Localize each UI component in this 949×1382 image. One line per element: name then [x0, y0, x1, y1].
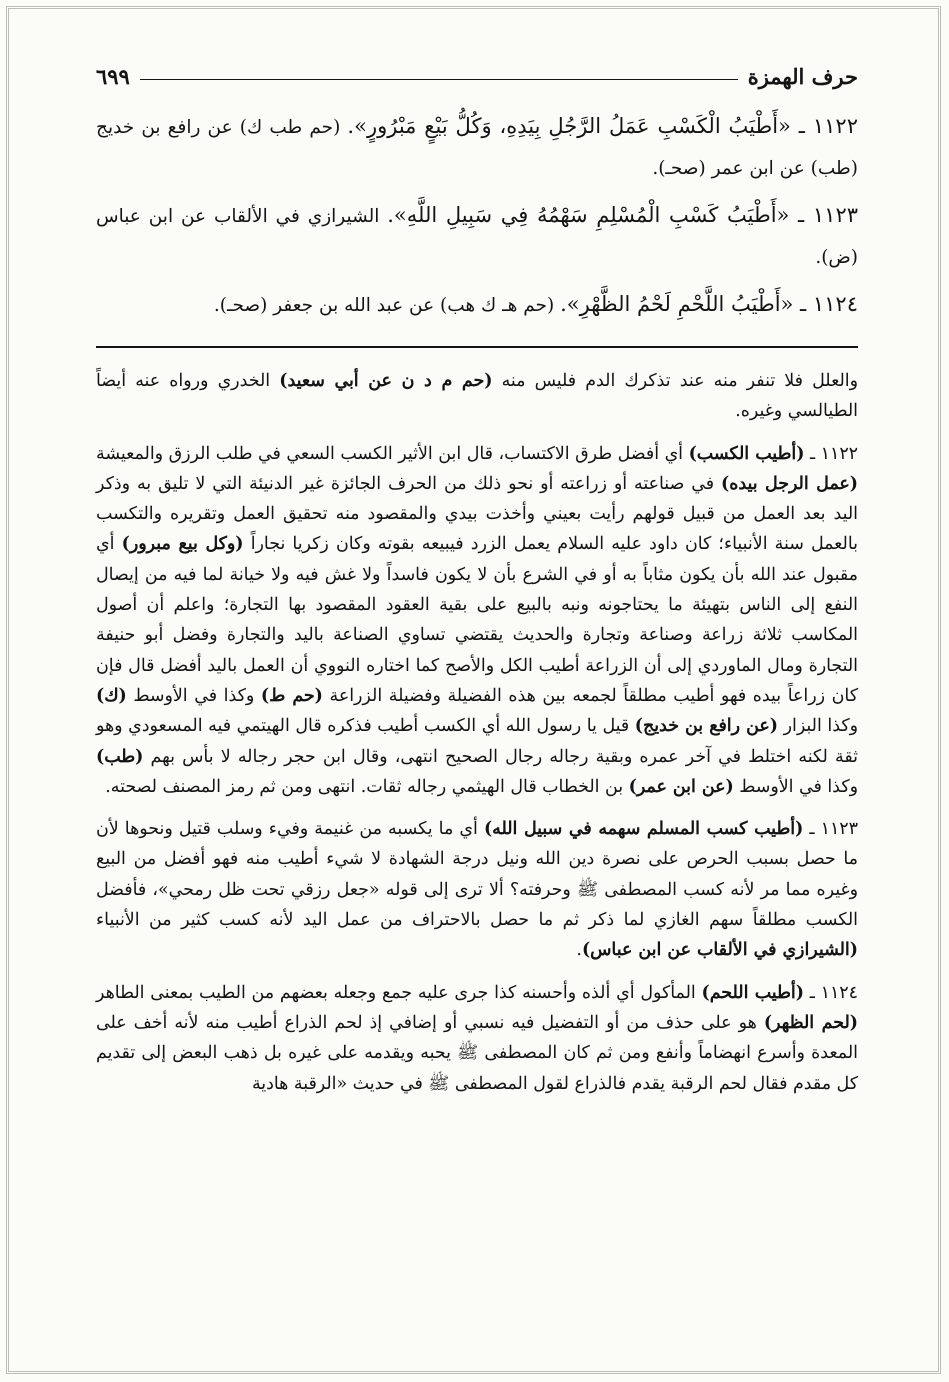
commentary-paragraph-1122	[96, 439, 858, 803]
commentary-lemma: (أطيب الكسب)	[688, 443, 805, 464]
commentary-text: المأكول أي ألذه وأحسنه كذا جرى عليه جمع وجعله بعضهم من الطيب بمعنى الطاهر	[96, 982, 702, 1003]
commentary-text: بن الخطاب قال الهيثمي رجاله ثقات. انتهى ومن ثم رمز المصنف لصحته.	[105, 776, 629, 797]
commentary-paragraph-1124	[96, 978, 858, 1099]
commentary-number: ١١٢٣ ـ	[803, 819, 858, 840]
chapter-title: حرف الهمزة	[747, 63, 858, 89]
hadith-1123	[96, 195, 858, 278]
commentary-number: ١١٢٢ ـ	[804, 443, 859, 464]
commentary-text: والعلل فلا تنفر منه عند تذكرك الدم فليس منه	[492, 371, 858, 391]
section-divider	[96, 346, 858, 348]
commentary-paragraph	[96, 366, 858, 427]
commentary-text: أي أفضل طرق الاكتساب، قال ابن الأثير الكسب السعي في طلب الرزق والمعيشة	[96, 443, 689, 464]
hadith-source: (حم طب ك) عن رافع بن خديج (طب) عن ابن عمر (صحـ).	[96, 117, 858, 179]
commentary-citation: (الشيرازي في الألقاب عن ابن عباس)	[581, 940, 858, 961]
commentary-text: وكذا في الأوسط	[126, 685, 261, 706]
hadith-text: ١١٢٤ ـ «أَطْيَبُ اللَّحْمِ لَحْمُ الظَّهْرِ».	[560, 292, 858, 316]
commentary-text: وكذا البزار	[778, 716, 859, 737]
commentary-text: قيل يا رسول الله أي الكسب أطيب فذكره قال الهيتمي فيه المسعودي وهو ثقة لكنه اختلط في آخر عمره وبقية رجاله رجال الصحيح انتهى، وقال ابن حجر رجاله لا بأس بهم	[96, 716, 858, 767]
commentary-citation: (عن ابن عمر)	[628, 776, 734, 797]
hadith-source: (حم هـ ك هب) عن عبد الله بن جعفر (صحـ).	[213, 295, 555, 316]
page	[96, 56, 858, 1099]
commentary-text: أي ما يكسبه من غنيمة وفيء وسلب قتيل ونحوها لأن ما حصل بسبب الحرص على نصرة دين الله ونيل درجة الشهادة لا شيء أطيب منه فهو أفضل من البيع وغيره مما مر لأنه كسب المصطفى ﷺ وحرفته؟ ألا ترى إلى قوله «جعل رزقي تحت ظل رمحي»، فأفضل الكسب مطلقاً سهم الغازي لما ذكر ثم ما حصل بالاحتراف من عمل اليد لأنه كسب كثير من الأنبياء	[96, 819, 858, 931]
hadith-1122	[96, 106, 858, 189]
commentary-citation: (حم ط)	[260, 685, 323, 706]
commentary-citation: (ك)	[96, 685, 127, 706]
commentary-citation: (طب)	[96, 746, 144, 767]
hadith-source: الشيرازي في الألقاب عن ابن عباس (ض).	[96, 206, 858, 268]
commentary-lemma: (لحم الظهر)	[763, 1012, 858, 1033]
hadith-1124	[96, 284, 858, 326]
page-number: ٦٩٩	[96, 63, 130, 89]
commentary-text: في صناعته أو زراعته أو نحو ذلك من الحرف الجائزة غير الدنيئة التي لا تليق به وذكر اليد بعد العمل من قبيل قولهم رأيت بعيني وأخذت بيدي والمقصود منه تحقيق العمل وتقريره والتكسب بالعمل سنة الأنبياء؛ كان داود عليه السلام يعمل الزرد فيبيعه بقوته وكان زكريا نجاراً	[96, 473, 858, 555]
running-head	[96, 56, 858, 96]
hadith-text: ١١٢٢ ـ «أَطْيَبُ الْكَسْبِ عَمَلُ الرَّجُلِ بِيَدِهِ، وَكُلُّ بَيْعٍ مَبْرُورٍ».	[347, 114, 858, 138]
commentary-text: أي مقبول عند الله بأن يكون مثاباً به أو في الشرع بأن لا يكون فاسداً ولا غش فيه ولا خيانة لما فيه من إيصال النفع إلى الناس بتهيئة ما يحتاجونه ونبه بالبيع على بقية العقود المقصود بها التجارة؛ واعلم أن أصول المكاسب ثلاثة زراعة وصناعة وتجارة والحديث يقتضي تساوي الصناعة باليد والتجارة وفضل أبو حنيفة التجارة ومال الماوردي إلى أن الزراعة أطيب الكل والأصح كما اختاره النووي أن العمل باليد أفضل قال فإن كان زراعاً بيده فهو أطيب مطلقاً لجمعه بين هذه الفضيلة وفضيلة الزراعة	[96, 534, 858, 706]
commentary-text: هو على حذف من أو التفضيل فيه نسبي أو إضافي إذ لحم الذراع أطيب منه لأنه أخف على المعدة وأسرع انهضاماً وأنفع ومن ثم كان المصطفى ﷺ يحبه ويقدمه على غيره بل ذهب البعض إلى تقديم كل مقدم فقال لحم الرقبة يقدم فالذراع لقول المصطفى ﷺ في حديث «الرقبة هادية	[96, 1012, 858, 1094]
header-rule	[140, 79, 738, 80]
commentary-citation: (عن رافع بن خديج)	[634, 716, 778, 737]
commentary-lemma: (عمل الرجل بيده)	[721, 473, 858, 494]
commentary-paragraph-1123	[96, 814, 858, 965]
commentary-text: وكذا في الأوسط	[733, 776, 858, 797]
hadith-text: ١١٢٣ ـ «أَطْيَبُ كَسْبِ الْمُسْلِمِ سَهْمُهُ فِي سَبِيلِ اللَّهِ».	[387, 203, 859, 227]
commentary-citation: (حم م د ن عن أبي سعيد)	[279, 371, 493, 391]
commentary-number: ١١٢٤ ـ	[803, 982, 858, 1003]
commentary-lemma: (أطيب كسب المسلم سهمه في سبيل الله)	[483, 819, 804, 840]
commentary-lemma: (وكل بيع مبرور)	[121, 534, 244, 555]
commentary-text: .	[576, 940, 582, 961]
commentary-lemma: (أطيب اللحم)	[701, 982, 804, 1003]
commentary-text: الخدري ورواه عنه أيضاً الطيالسي وغيره.	[96, 371, 858, 422]
